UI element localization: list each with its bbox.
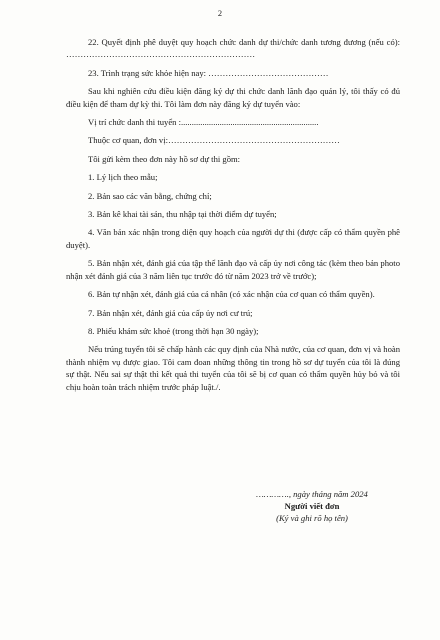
page-number: 2 <box>217 9 223 18</box>
item-23-health-status: 23. Trình trạng sức khỏe hiện nay: …………………………………… <box>88 67 329 78</box>
attachment-7: 7. Bản nhận xét, đánh giá của cấp ủy nơi cư trú; <box>88 307 253 318</box>
signature-block <box>232 488 392 524</box>
attachments-intro: Tôi gửi kèm theo đơn này hồ sơ dự thi gồm: <box>88 153 241 164</box>
signature-date: …………., ngày tháng năm 2024 <box>256 489 368 499</box>
attachment-1: 1. Lý lịch theo mẫu; <box>88 172 158 183</box>
attachment-2: 2. Bản sao các văn bằng, chứng chỉ; <box>88 190 212 201</box>
attachment-3: 3. Bản kê khai tài sản, thu nhập tại thời điểm dự tuyển; <box>88 209 277 220</box>
application-intro: Sau khi nghiên cứu điều kiện đăng ký dự thi chức danh lãnh đạo quản lý, tôi thấy có đủ điều kiện để tham dự kỳ thi. Tôi làm đơn này đăng ký dự tuyển vào: <box>66 86 400 109</box>
attachment-8: 8. Phiếu khám sức khoẻ (trong thời hạn 30 ngày); <box>88 325 259 336</box>
item-22-planning-decision: 22. Quyết định phê duyệt quy hoạch chức danh dự thi/chức danh tương đương (nếu có): ………………………………………………………… <box>66 37 400 60</box>
attachment-5: 5. Bản nhận xét, đánh giá của tập thể lãnh đạo và cấp ủy nơi công tác (kèm theo bản photo nhận xét đánh giá của 3 năm liên tục trước đó từ năm 2023 trở về trước); <box>66 258 400 281</box>
attachment-4: 4. Văn bản xác nhận trong diện quy hoạch của người dự thi (được cấp có thẩm quyền phê duyệt). <box>66 227 400 250</box>
attachment-6: 6. Bản tự nhận xét, đánh giá của cá nhân (có xác nhận của cơ quan có thẩm quyền). <box>88 289 375 300</box>
document-body <box>66 36 400 399</box>
position-line: Vị trí chức danh thi tuyển :................................................................ <box>88 117 319 128</box>
signature-title: Người viết đơn <box>284 501 340 511</box>
commitment-paragraph: Nếu trúng tuyển tôi sẽ chấp hành các quy định của Nhà nước, của cơ quan, đơn vị và hoàn thành nhiệm vụ được giao. Tôi cam đoan những thông tin trong hồ sơ dự tuyển của tôi là đúng sự thật. Nếu sai sự thật thì kết quả thi tuyển của tôi sẽ bị cơ quan có thẩm quyền hủy bỏ và tôi chịu hoàn toàn trách nhiệm trước pháp luật./. <box>66 344 400 392</box>
signature-note: (Ký và ghi rõ họ tên) <box>276 513 348 523</box>
agency-line: Thuộc cơ quan, đơn vị:…………………………………………………… <box>88 135 340 146</box>
